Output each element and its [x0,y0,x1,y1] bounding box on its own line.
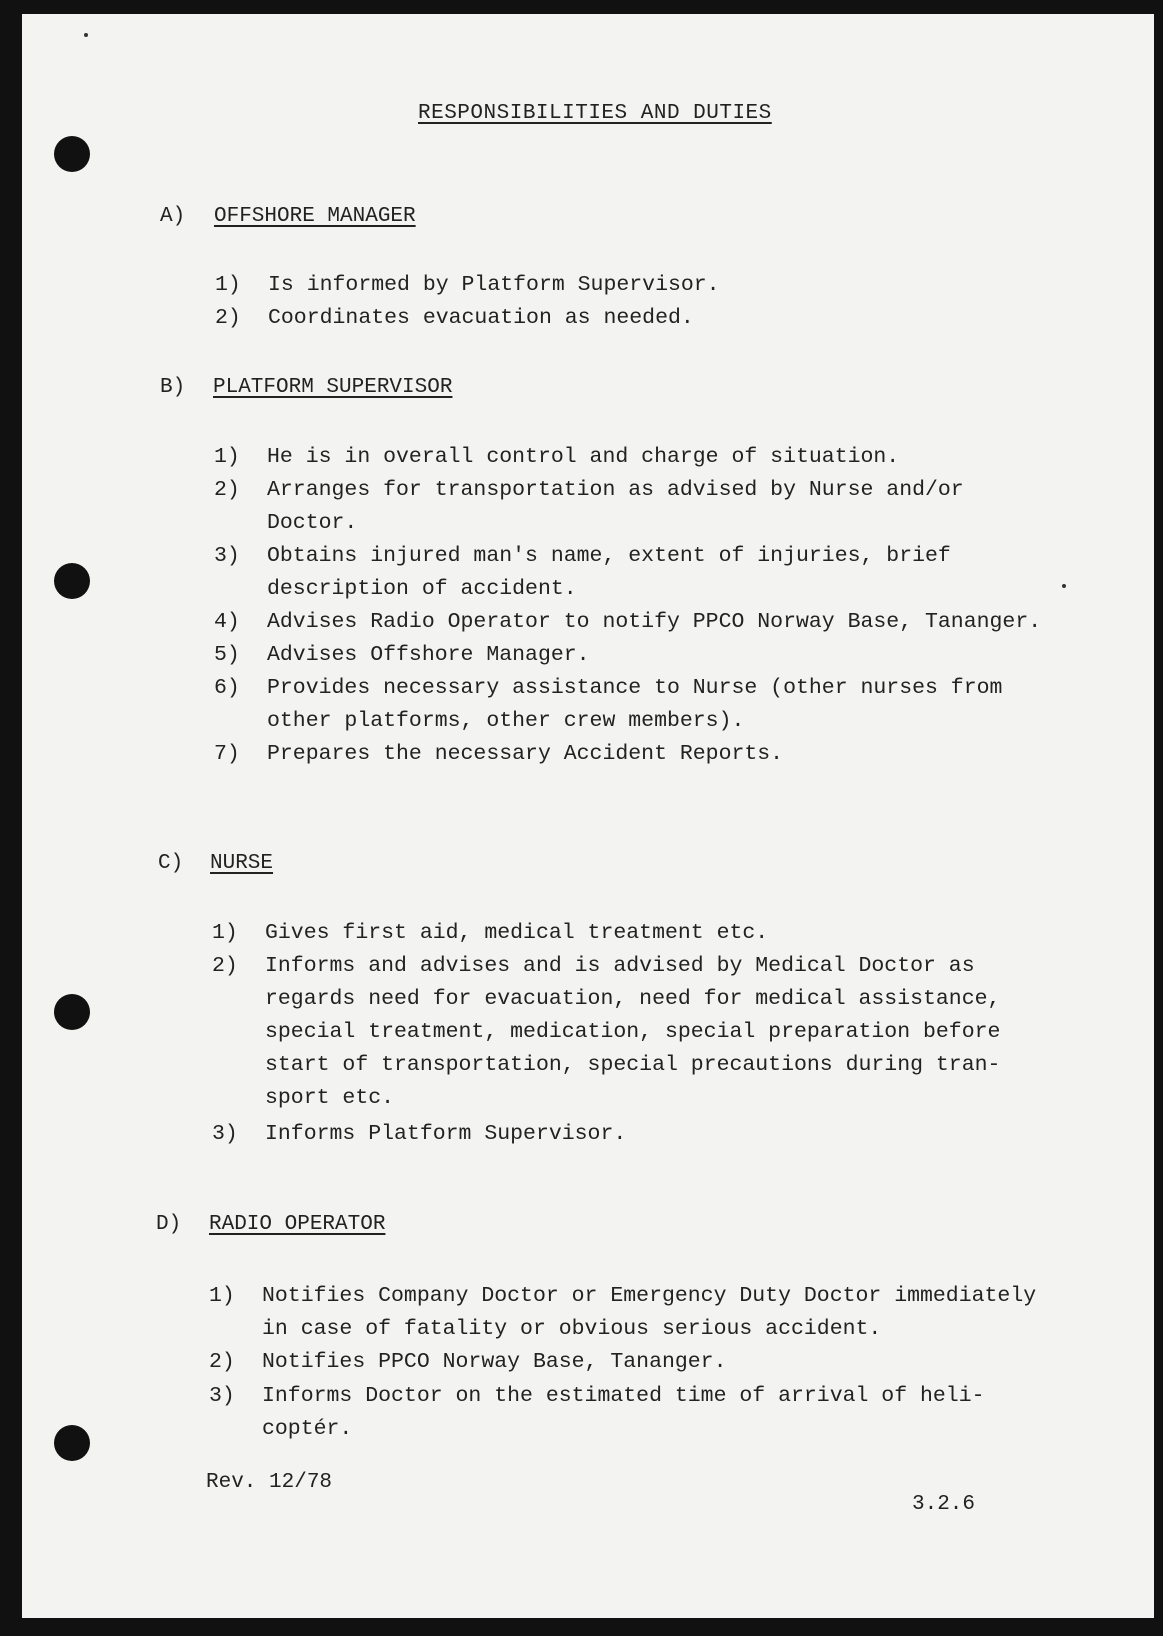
item-line: description of accident. [267,577,577,601]
item-number: 1) [212,921,238,945]
item-line: Prepares the necessary Accident Reports. [267,742,784,766]
item-number: 2) [215,306,241,330]
item-number: 1) [215,273,241,297]
scan-speck [84,33,88,37]
item-line: sport etc. [265,1086,395,1110]
item-line: Informs Doctor on the estimated time of arrival of heli- [262,1384,985,1408]
item-line: coptér. [262,1417,353,1441]
item-number: 1) [209,1284,235,1308]
section-heading-radio-operator: RADIO OPERATOR [209,1213,386,1236]
item-number: 2) [209,1350,235,1374]
item-line: Arranges for transportation as advised by Nurse and/or [267,478,964,502]
item-line: regards need for evacuation, need for medical assistance, [265,987,1001,1011]
item-line: He is in overall control and charge of situation. [267,445,900,469]
item-line: Informs and advises and is advised by Medical Doctor as [265,954,975,978]
section-letter: C) [158,852,184,875]
section-heading-offshore-manager: OFFSHORE MANAGER [214,205,416,228]
page-number: 3.2.6 [912,1493,976,1516]
section-letter: D) [156,1213,182,1236]
section-letter: B) [160,376,186,399]
item-line: Doctor. [267,511,358,535]
item-line: Advises Offshore Manager. [267,643,590,667]
item-line: Is informed by Platform Supervisor. [268,273,720,297]
section-heading-nurse: NURSE [210,852,274,875]
item-line: special treatment, medication, special preparation before [265,1020,1001,1044]
item-number: 3) [209,1384,235,1408]
item-number: 7) [214,742,240,766]
item-number: 6) [214,676,240,700]
item-number: 2) [214,478,240,502]
punch-hole-icon [54,136,90,172]
page-title: RESPONSIBILITIES AND DUTIES [418,102,772,125]
item-line: Notifies PPCO Norway Base, Tananger. [262,1350,727,1374]
item-line: Notifies Company Doctor or Emergency Duty Doctor immediately [262,1284,1037,1308]
item-line: Advises Radio Operator to notify PPCO Norway Base, Tananger. [267,610,1042,634]
item-number: 3) [212,1122,238,1146]
punch-hole-icon [54,994,90,1030]
scan-speck [1062,584,1066,588]
item-line: Provides necessary assistance to Nurse (other nurses from [267,676,1003,700]
item-line: in case of fatality or obvious serious accident. [262,1317,882,1341]
section-letter: A) [160,205,186,228]
item-number: 3) [214,544,240,568]
section-heading-platform-supervisor: PLATFORM SUPERVISOR [213,376,453,399]
item-line: Gives first aid, medical treatment etc. [265,921,769,945]
item-line: start of transportation, special precautions during tran- [265,1053,1001,1077]
item-line: Informs Platform Supervisor. [265,1122,627,1146]
item-line: Obtains injured man's name, extent of injuries, brief [267,544,951,568]
item-number: 4) [214,610,240,634]
item-number: 2) [212,954,238,978]
item-line: Coordinates evacuation as needed. [268,306,694,330]
item-number: 1) [214,445,240,469]
item-line: other platforms, other crew members). [267,709,745,733]
revision-label: Rev. 12/78 [206,1471,333,1494]
punch-hole-icon [54,563,90,599]
punch-hole-icon [54,1425,90,1461]
item-number: 5) [214,643,240,667]
